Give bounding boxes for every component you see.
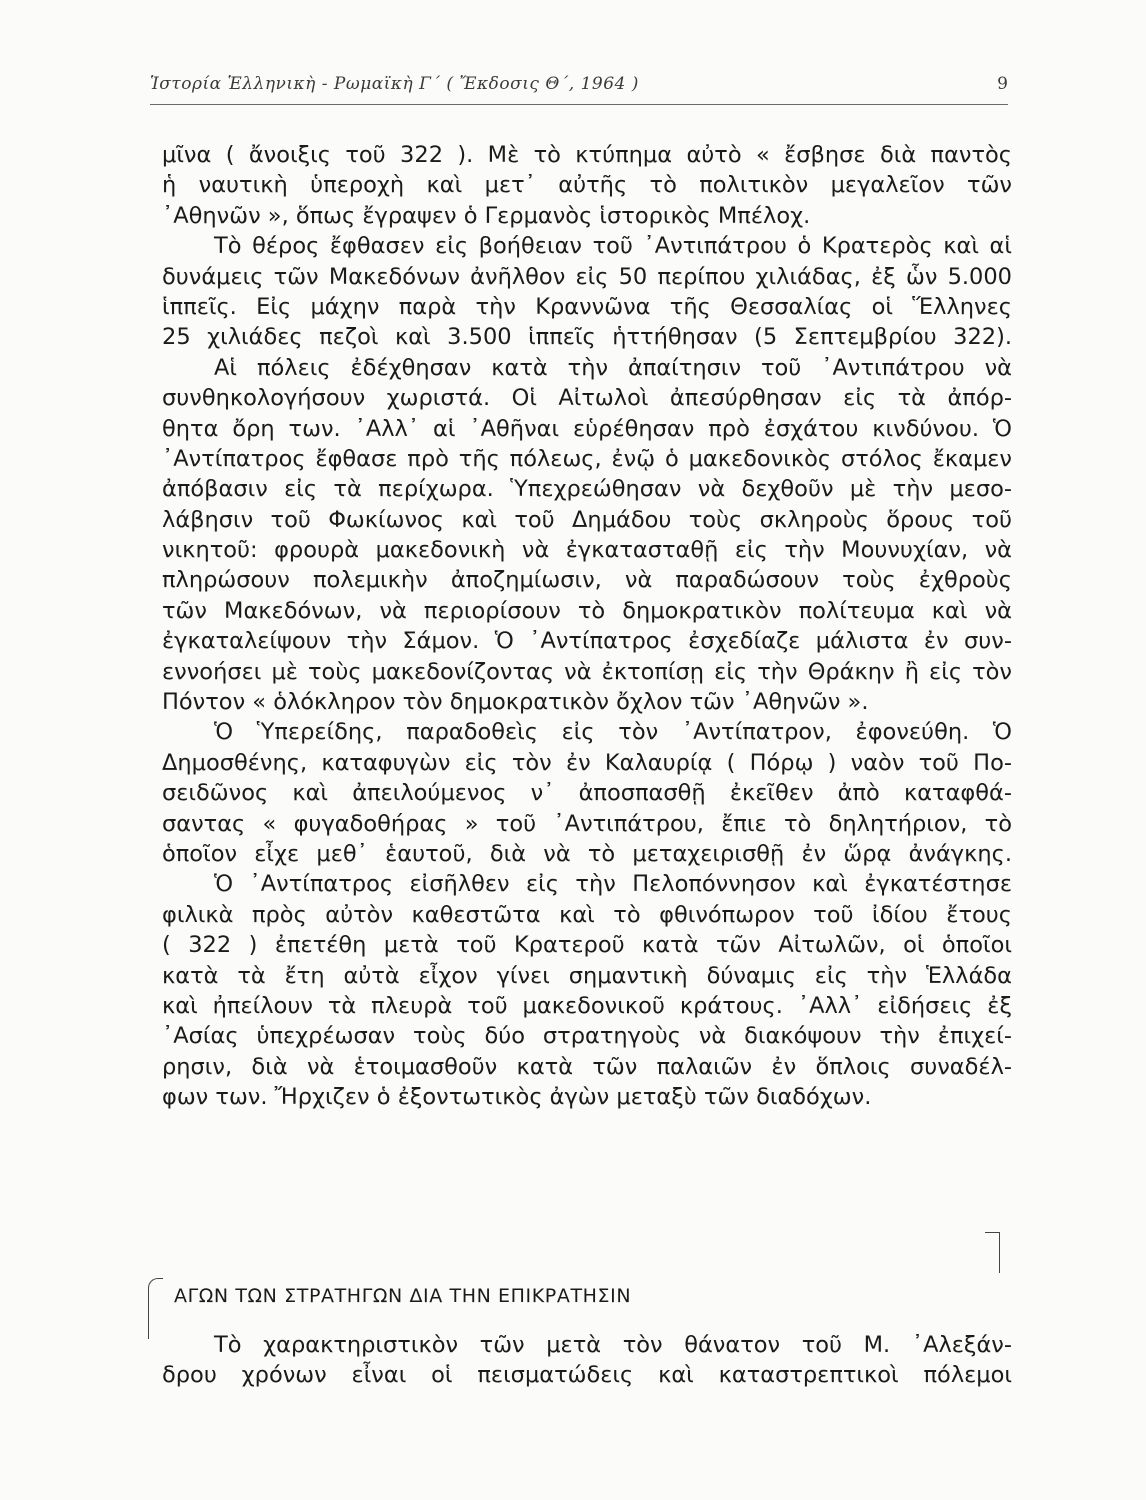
text-line: ᾿Αθηνῶν », ὅπως ἔγραψεν ὁ Γερμανὸς ἱστορικὸς Μπέλοχ. xyxy=(162,202,811,229)
text-line: νικητοῦ: φρουρὰ μακεδονικὴ νὰ ἐγκατασταθῇ εἰς τὴν Μουνυχίαν, νὰ xyxy=(162,537,1012,564)
text-line: Αἱ πόλεις ἐδέχθησαν κατὰ τὴν ἀπαίτησιν τοῦ ᾿Αντιπάτρου νὰ xyxy=(214,354,1012,381)
page-number: 9 xyxy=(997,74,1008,94)
text-line: ἱππεῖς. Εἰς μάχην παρὰ τὴν Κραννῶνα τῆς Θεσσαλίας οἱ Ἕλληνες xyxy=(162,293,1012,320)
main-text xyxy=(162,140,1012,1113)
text-line: πληρώσουν πολεμικὴν ἀποζημίωσιν, νὰ παραδώσουν τοὺς ἐχθροὺς xyxy=(162,567,1012,594)
text-line: μῖνα ( ἄνοιξις τοῦ 322 ). Μὲ τὸ κτύπημα αὐτὸ « ἔσβησε διὰ παντὸς xyxy=(162,142,1012,168)
text-line: δρου χρόνων εἶναι οἱ πεισματώδεις καὶ καταστρεπτικοὶ πόλεμοι xyxy=(162,1362,1012,1389)
text-line: Ὁ ᾿Αντίπατρος εἰσῆλθεν εἰς τὴν Πελοπόννησον καὶ ἐγκατέστησε xyxy=(214,871,1012,898)
margin-bracket-mark xyxy=(148,1278,163,1339)
text-line: ( 322 ) ἐπετέθη μετὰ τοῦ Κρατεροῦ κατὰ τῶν Αἰτωλῶν, οἱ ὁποῖοι xyxy=(162,932,1012,959)
text-line: τῶν Μακεδόνων, νὰ περιορίσουν τὸ δημοκρατικὸν πολίτευμα καὶ νὰ xyxy=(162,597,1012,624)
section-text xyxy=(162,1330,1012,1391)
text-line: ᾿Αντίπατρος ἔφθασε πρὸ τῆς πόλεως, ἐνῷ ὁ μακεδονικὸς στόλος ἔκαμεν xyxy=(162,445,1012,472)
text-line: φων των. Ἤρχιζεν ὁ ἐξοντωτικὸς ἀγὼν μεταξὺ τῶν διαδόχων. xyxy=(162,1084,872,1111)
running-head xyxy=(150,74,1008,102)
text-line: θητα ὄρη των. ᾿Αλλ᾿ αἱ ᾿Αθῆναι εὑρέθησαν πρὸ ἐσχάτου κινδύνου. Ὁ xyxy=(162,415,1012,442)
text-line: ὁποῖον εἶχε μεθ᾿ ἑαυτοῦ, διὰ νὰ τὸ μεταχειρισθῇ ἐν ὥρᾳ ἀνάγκης. xyxy=(162,840,1012,867)
text-line: ἀπόβασιν εἰς τὰ περίχωρα. Ὑπεχρεώθησαν νὰ δεχθοῦν μὲ τὴν μεσο- xyxy=(162,476,1012,503)
text-line: λάβησιν τοῦ Φωκίωνος καὶ τοῦ Δημάδου τοὺς σκληροὺς ὅρους τοῦ xyxy=(162,506,1012,533)
text-line: 25 χιλιάδες πεζοὶ καὶ 3.500 ἱππεῖς ἡττήθησαν (5 Σεπτεμβρίου 322). xyxy=(162,324,1012,351)
section-heading: ΑΓΩΝ ΤΩΝ ΣΤΡΑΤΗΓΩΝ ΔΙΑ ΤΗΝ ΕΠΙΚΡΑΤΗΣΙΝ xyxy=(174,1285,632,1307)
text-line: ᾿Ασίας ὑπεχρέωσαν τοὺς δύο στρατηγοὺς νὰ διακόψουν τὴν ἐπιχεί- xyxy=(162,1023,1012,1050)
margin-bracket-mark xyxy=(985,1232,1000,1273)
text-line: εννοήσει μὲ τοὺς μακεδονίζοντας νὰ ἐκτοπίσῃ εἰς τὴν Θράκην ἢ εἰς τὸν xyxy=(162,658,1012,685)
text-line: Ὁ Ὑπερείδης, παραδοθεὶς εἰς τὸν ᾿Αντίπατρον, ἐφονεύθη. Ὁ xyxy=(214,719,1012,746)
text-line: σειδῶνος καὶ ἀπειλούμενος ν᾿ ἀποσπασθῇ ἐκεῖθεν ἀπὸ καταφθά- xyxy=(162,780,1012,807)
text-line: κατὰ τὰ ἔτη αὐτὰ εἶχον γίνει σημαντικὴ δύναμις εἰς τὴν Ἑλλάδα xyxy=(162,962,1012,989)
text-line: καὶ ἠπείλουν τὰ πλευρὰ τοῦ μακεδονικοῦ κράτους. ᾿Αλλ᾿ εἰδήσεις ἐξ xyxy=(162,992,1012,1019)
text-line: φιλικὰ πρὸς αὐτὸν καθεστῶτα καὶ τὸ φθινόπωρον τοῦ ἰδίου ἔτους xyxy=(162,901,1012,928)
header-rule xyxy=(150,104,1008,105)
text-line: Πόντον « ὁλόκληρον τὸν δημοκρατικὸν ὄχλον τῶν ᾿Αθηνῶν ». xyxy=(162,689,869,716)
text-line: Τὸ θέρος ἔφθασεν εἰς βοήθειαν τοῦ ᾿Αντιπάτρου ὁ Κρατερὸς καὶ αἱ xyxy=(214,233,1012,260)
text-line: σαντας « φυγαδοθήρας » τοῦ ᾿Αντιπάτρου, ἔπιε τὸ δηλητήριον, τὸ xyxy=(162,810,1012,837)
text-line: συνθηκολογήσουν χωριστά. Οἱ Αἰτωλοὶ ἀπεσύρθησαν εἰς τὰ ἀπόρ- xyxy=(162,385,1012,412)
text-line: δυνάμεις τῶν Μακεδόνων ἀνῆλθον εἰς 50 περίπου χιλιάδας, ἐξ ὧν 5.000 xyxy=(162,263,1012,290)
text-line: ἐγκαταλείψουν τὴν Σάμον. Ὁ ᾿Αντίπατρος ἐσχεδίαζε μάλιστα ἐν συν- xyxy=(162,628,1012,655)
book-title: Ἱστορία Ἑλληνικὴ - Ρωμαϊκὴ Γ΄ ( Ἔκδοσις Θ΄, 1964 ) xyxy=(150,74,639,94)
text-line: Δημοσθένης, καταφυγὼν εἰς τὸν ἐν Καλαυρίᾳ ( Πόρῳ ) ναὸν τοῦ Πο- xyxy=(162,749,1012,776)
text-line: ἡ ναυτικὴ ὑπεροχὴ καὶ μετ᾿ αὐτῆς τὸ πολιτικὸν μεγαλεῖον τῶν xyxy=(162,172,1012,199)
text-line: Τὸ χαρακτηριστικὸν τῶν μετὰ τὸν θάνατον τοῦ Μ. ᾿Αλεξάν- xyxy=(214,1332,1012,1358)
text-line: ρησιν, διὰ νὰ ἑτοιμασθοῦν κατὰ τῶν παλαιῶν ἐν ὅπλοις συναδέλ- xyxy=(162,1053,1012,1080)
